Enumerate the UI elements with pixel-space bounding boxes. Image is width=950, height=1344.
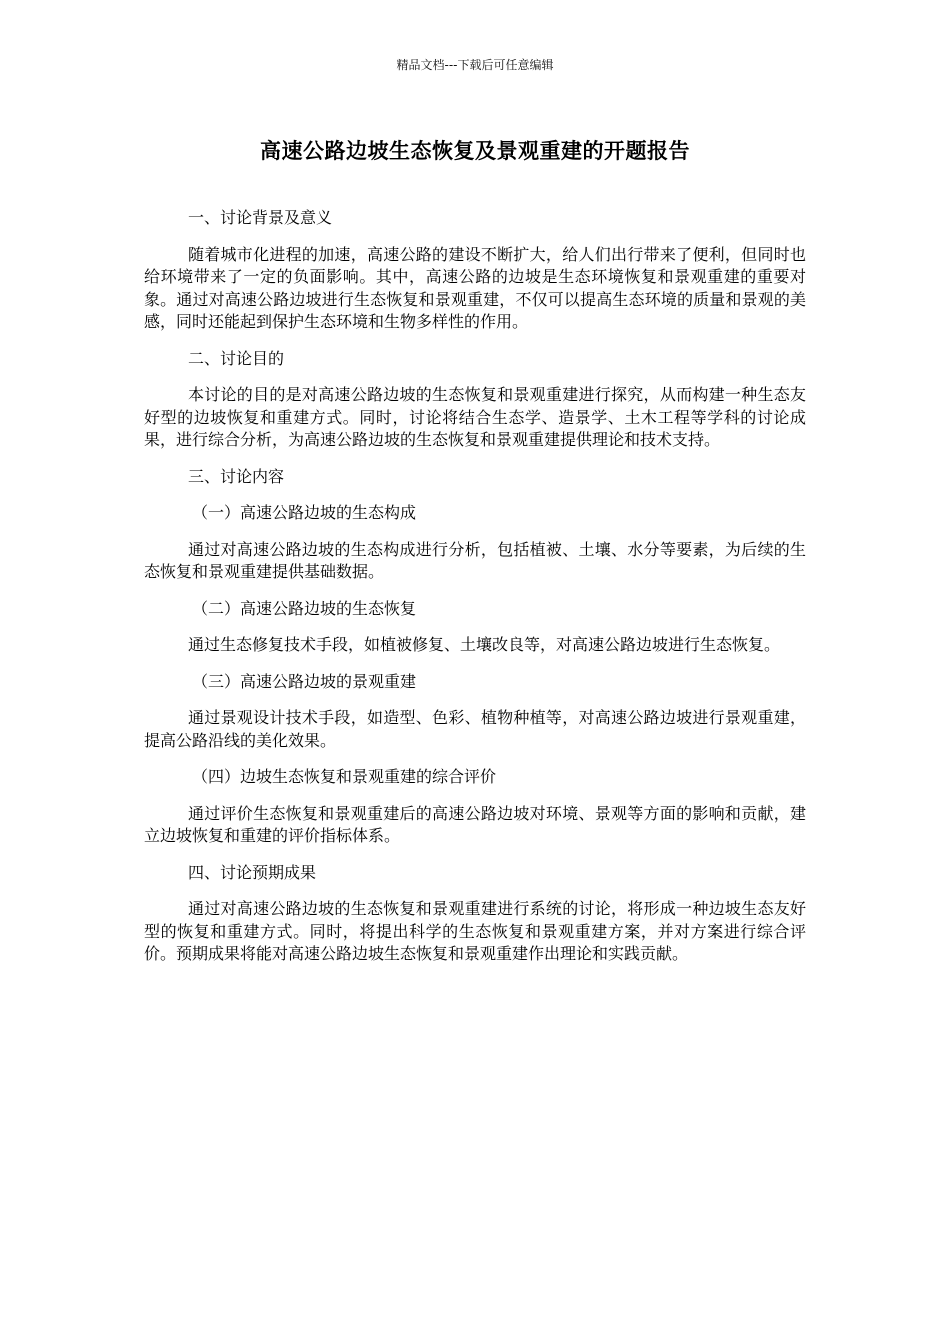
section-heading-content: 三、讨论内容 [188, 466, 285, 486]
section-heading-purpose: 二、讨论目的 [188, 348, 285, 368]
subheading-landscape-reconstruction: （三）高速公路边坡的景观重建 [192, 671, 417, 691]
subheading-ecological-composition: （一）高速公路边坡的生态构成 [192, 503, 417, 522]
paragraph-ecological-restoration: 通过生态修复技术手段，如植被修复、土壤改良等，对高速公路边坡进行生态恢复。 [188, 635, 781, 654]
paragraph-background: 随着城市化进程的加速，高速公路的建设不断扩大，给人们出行带来了便利，但同时也给环境带来了一定的负面影响。其中，高速公路的边坡是生态环境恢复和景观重建的重要对象。通过对高速公路边坡进行生态恢复和景观重建，不仅可以提高生态环境的质量和景观的美感，同时还能起到保护生态环境和生物多样性的作用。 [144, 244, 806, 331]
page-header: 精品文档---下载后可任意编辑 [396, 58, 554, 72]
subheading-ecological-restoration: （二）高速公路边坡的生态恢复 [192, 598, 417, 618]
section-heading-expected-results: 四、讨论预期成果 [188, 862, 317, 882]
paragraph-ecological-composition: 通过对高速公路边坡的生态构成进行分析，包括植被、土壤、水分等要素，为后续的生态恢复和景观重建提供基础数据。 [144, 539, 806, 581]
subheading-comprehensive-evaluation: （四）边坡生态恢复和景观重建的综合评价 [192, 767, 497, 786]
document-title: 高速公路边坡生态恢复及景观重建的开题报告 [260, 139, 690, 163]
paragraph-comprehensive-evaluation: 通过评价生态恢复和景观重建后的高速公路边坡对环境、景观等方面的影响和贡献，建立边坡恢复和重建的评价指标体系。 [144, 803, 806, 845]
paragraph-purpose: 本讨论的目的是对高速公路边坡的生态恢复和景观重建进行探究，从而构建一种生态友好型的边坡恢复和重建方式。同时，讨论将结合生态学、造景学、土木工程等学科的讨论成果，进行综合分析，为高速公路边坡的生态恢复和景观重建提供理论和技术支持。 [144, 385, 806, 449]
document-body [144, 207, 806, 980]
paragraph-landscape-reconstruction: 通过景观设计技术手段，如造型、色彩、植物种植等，对高速公路边坡进行景观重建，提高公路沿线的美化效果。 [144, 708, 806, 750]
section-heading-background: 一、讨论背景及意义 [188, 208, 333, 227]
paragraph-expected-results: 通过对高速公路边坡的生态恢复和景观重建进行系统的讨论，将形成一种边坡生态友好型的恢复和重建方式。同时，将提出科学的生态恢复和景观重建方案，并对方案进行综合评价。预期成果将能对高速公路边坡生态恢复和景观重建作出理论和实践贡献。 [144, 899, 806, 963]
